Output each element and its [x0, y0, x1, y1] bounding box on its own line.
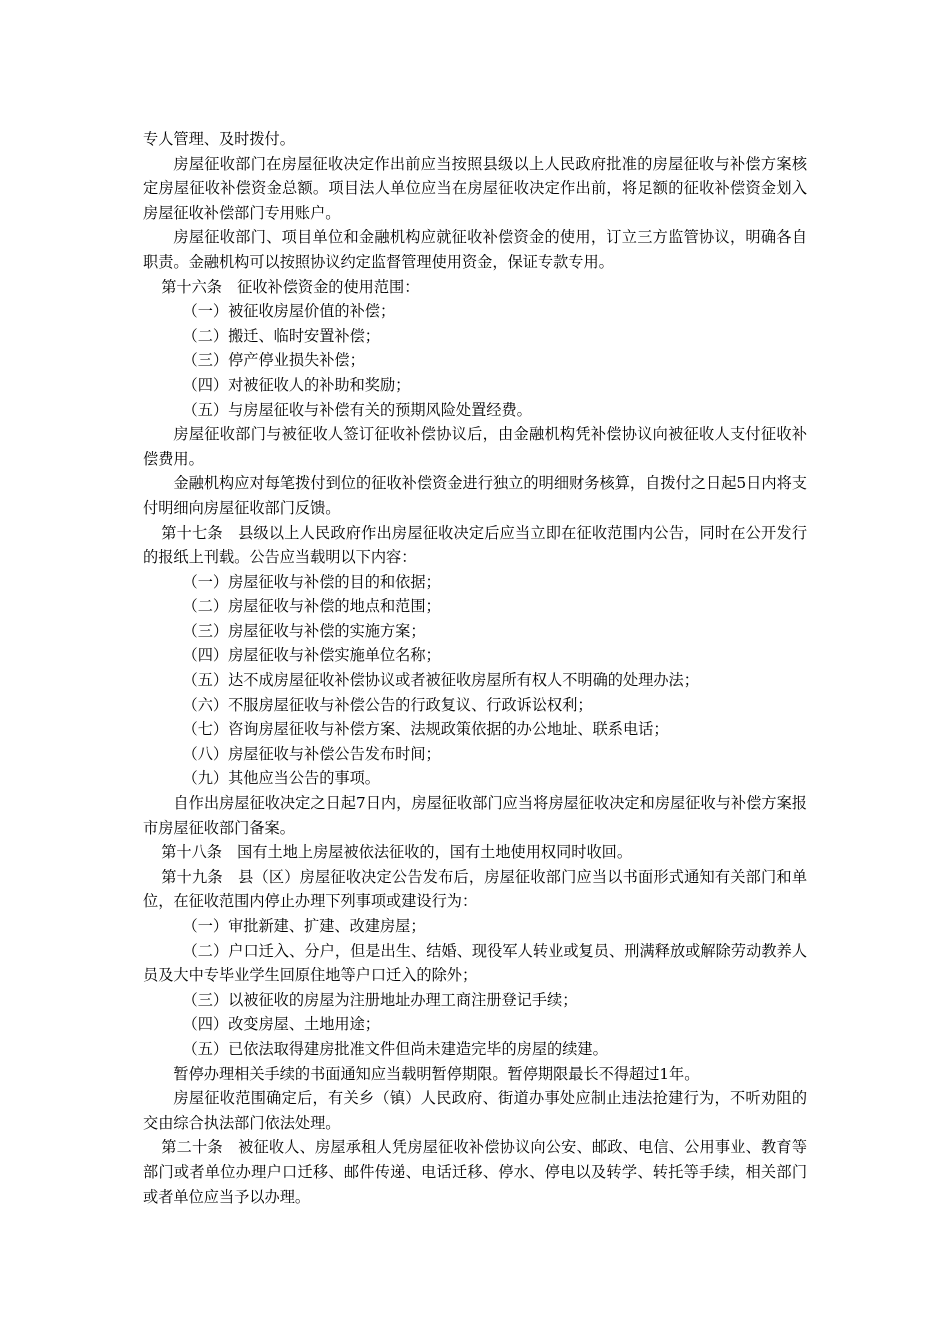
paragraph: 房屋征收部门、项目单位和金融机构应就征收补偿资金的使用，订立三方监管协议，明确各自职责。金融机构可以按照协议约定监督管理使用资金，保证专款专用。 [143, 228, 807, 271]
list-item: （六）不服房屋征收与补偿公告的行政复议、行政诉讼权利； [182, 695, 593, 714]
paragraph: 自作出房屋征收决定之日起7日内，房屋征收部门应当将房屋征收决定和房屋征收与补偿方案报市房屋征收部门备案。 [143, 794, 807, 837]
list-item: （四）对被征收人的补助和奖励； [182, 375, 411, 394]
article-heading: 第十九条 县（区）房屋征收决定公告发布后，房屋征收部门应当以书面形式通知有关部门和单位，在征收范围内停止办理下列事项或建设行为： [143, 867, 807, 911]
list-item: （二）搬迁、临时安置补偿； [182, 326, 380, 345]
list-item: （五）已依法取得建房批准文件但尚未建造完毕的房屋的续建。 [182, 1039, 608, 1058]
paragraph: 暂停办理相关手续的书面通知应当载明暂停期限。暂停期限最长不得超过1年。 [173, 1064, 700, 1083]
list-item: （五）达不成房屋征收补偿协议或者被征收房屋所有权人不明确的处理办法； [182, 671, 699, 690]
list-item: （一）被征收房屋价值的补偿； [182, 302, 396, 321]
list-item: （一）房屋征收与补偿的目的和依据； [182, 572, 441, 591]
paragraph: 房屋征收部门与被征收人签订征收补偿协议后，由金融机构凭补偿协议向被征收人支付征收补偿费用。 [143, 425, 807, 468]
article-heading: 第十八条 国有土地上房屋被依法征收的，国有土地使用权同时收回。 [161, 843, 633, 862]
list-item: （五）与房屋征收与补偿有关的预期风险处置经费。 [182, 400, 532, 419]
list-item: （三）以被征收的房屋为注册地址办理工商注册登记手续； [182, 990, 578, 1009]
list-item: （三）停产停业损失补偿； [182, 351, 365, 370]
list-item: （九）其他应当公告的事项。 [182, 769, 380, 788]
paragraph: 房屋征收部门在房屋征收决定作出前应当按照县级以上人民政府批准的房屋征收与补偿方案核定房屋征收补偿资金总额。项目法人单位应当在房屋征收决定作出前，将足额的征收补偿资金划入房屋征收补偿部门专用账户。 [143, 154, 807, 222]
list-item: （七）咨询房屋征收与补偿方案、法规政策依据的办公地址、联系电话； [182, 720, 669, 739]
list-item: （四）改变房屋、土地用途； [182, 1015, 380, 1034]
list-item: （八）房屋征收与补偿公告发布时间； [182, 744, 441, 763]
article-heading: 第十七条 县级以上人民政府作出房屋征收决定后应当立即在征收范围内公告，同时在公开发行的报纸上刊载。公告应当载明以下内容： [143, 523, 807, 567]
paragraph: 专人管理、及时拨付。 [143, 130, 295, 148]
list-item: （二）房屋征收与补偿的地点和范围； [182, 597, 441, 616]
article-heading: 第二十条 被征收人、房屋承租人凭房屋征收补偿协议向公安、邮政、电信、公用事业、教育等部门或者单位办理户口迁移、邮件传递、电话迁移、停水、停电以及转学、转托等手续，相关部门或者单位应当予以办理。 [143, 1138, 807, 1206]
paragraph: 金融机构应对每笔拨付到位的征收补偿资金进行独立的明细财务核算，自拨付之日起5日内将支付明细向房屋征收部门反馈。 [143, 474, 807, 517]
list-item: （一）审批新建、扩建、改建房屋； [182, 917, 426, 935]
list-item: （三）房屋征收与补偿的实施方案； [182, 621, 426, 640]
document-body [143, 127, 807, 1209]
list-item: （四）房屋征收与补偿实施单位名称； [182, 646, 441, 665]
article-heading: 第十六条 征收补偿资金的使用范围： [161, 277, 420, 296]
paragraph: 房屋征收范围确定后，有关乡（镇）人民政府、街道办事处应制止违法抢建行为，不听劝阻的交由综合执法部门依法处理。 [143, 1089, 807, 1132]
list-item: （二）户口迁入、分户，但是出生、结婚、现役军人转业或复员、刑满释放或解除劳动教养人员及大中专毕业学生回原住地等户口迁入的除外； [143, 941, 807, 985]
